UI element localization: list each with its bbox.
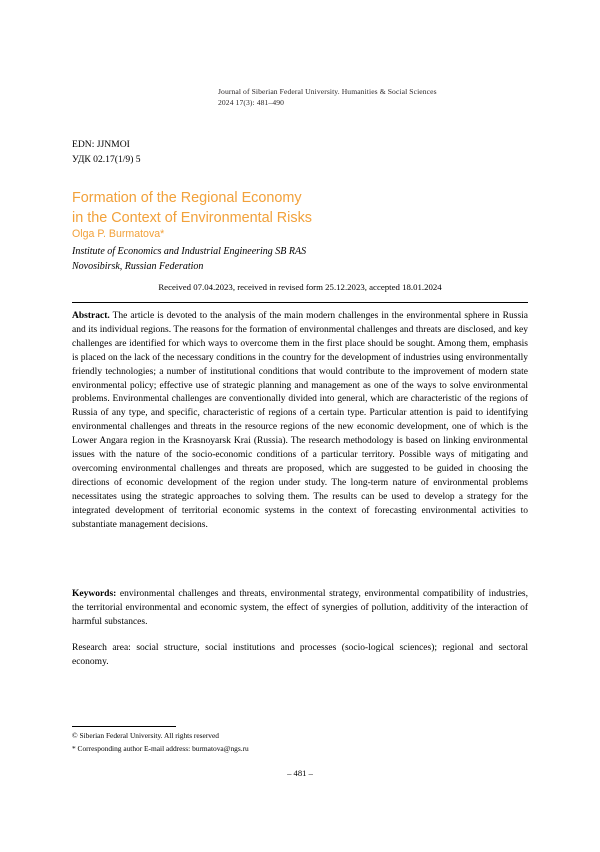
edn-label: EDN: JJNMOI (72, 139, 130, 150)
author-name: Olga P. Burmatova* (72, 228, 165, 240)
title-line-2: in the Context of Environmental Risks (72, 210, 312, 227)
page-number: – 481 – (287, 768, 313, 778)
footnotes-section (72, 730, 528, 756)
keywords-text: environmental challenges and threats, environmental strategy, environmental compatibility of industries, the territorial environmental and economic system, the effect of synergies of pollution, additivity of the interaction of harmful substances. (72, 589, 528, 627)
affiliation-location: Novosibirsk, Russian Federation (72, 261, 204, 272)
abstract-text: The article is devoted to the analysis of the main modern challenges in the environmental sphere in Russia and its individual regions. The reasons for the formation of environmental challenges and threats are disclosed, and key challenges are identified for which ways to overcome them in the first place should be sought. Among them, emphasis is placed on the lack of the necessary conditions in the country for the development of industries using environmentally friendly technologies; a number of institutional conditions that would contribute to the improvement of modern state environmental policy; effective use of strategic planning and management as one of the ways to solve environmental problems. Environmental challenges are conventionally divided into general, which are characteristic of the regions of Russia of any type, and specific, characteristic of regions of a certain type. Particular attention is paid to identifying environmental challenges and threats in the resource regions of the new economic development, one of which is the Lower Angara region in the Krasnoyarsk Krai (Russia). The research methodology is based on linking environmental issues with the nature of the socio-economic conditions of a particular territory. Possible ways of mitigating and overcoming environmental challenges and threats are proposed, which are suggested to be guided in choosing the directions of economic development of the region under study. The long-term nature of environmental problems necessitates using the strategic approaches to solving them. The results can be used to develop a strategy for the integrated development of territorial economic systems in the context of forecasting environmental activities to substantiate management decisions. (72, 311, 528, 530)
copyright-note: © Siberian Federal University. All rights reserved (72, 731, 219, 740)
abstract-section (72, 310, 528, 533)
affiliation (72, 244, 532, 274)
journal-header (218, 86, 548, 108)
submission-dates: Received 07.04.2023, received in revised form 25.12.2023, accepted 18.01.2024 (158, 282, 442, 292)
research-area-text: Research area: social structure, social institutions and processes (socio-logical sciences); regional and sectoral economy. (72, 643, 528, 667)
divider-top (72, 302, 528, 303)
keywords-label: Keywords: (72, 589, 117, 599)
corresponding-author-note: * Corresponding author E-mail address: burmatova@ngs.ru (72, 743, 249, 753)
abstract-label: Abstract. (72, 311, 110, 321)
keywords-section (72, 588, 528, 630)
page-title (72, 188, 532, 229)
journal-title-line: Journal of Siberian Federal University. Humanities & Social Sciences (218, 87, 437, 96)
footnote-divider (72, 726, 176, 727)
identifier-block (72, 138, 141, 168)
udk-label: УДК 02.17(1/9) 5 (72, 153, 141, 165)
research-area-section (72, 642, 528, 670)
journal-issue-line: 2024 17(3): 481–490 (218, 98, 285, 107)
affiliation-institute: Institute of Economics and Industrial Engineering SB RAS (72, 246, 307, 257)
title-line-1: Formation of the Regional Economy (72, 189, 302, 206)
